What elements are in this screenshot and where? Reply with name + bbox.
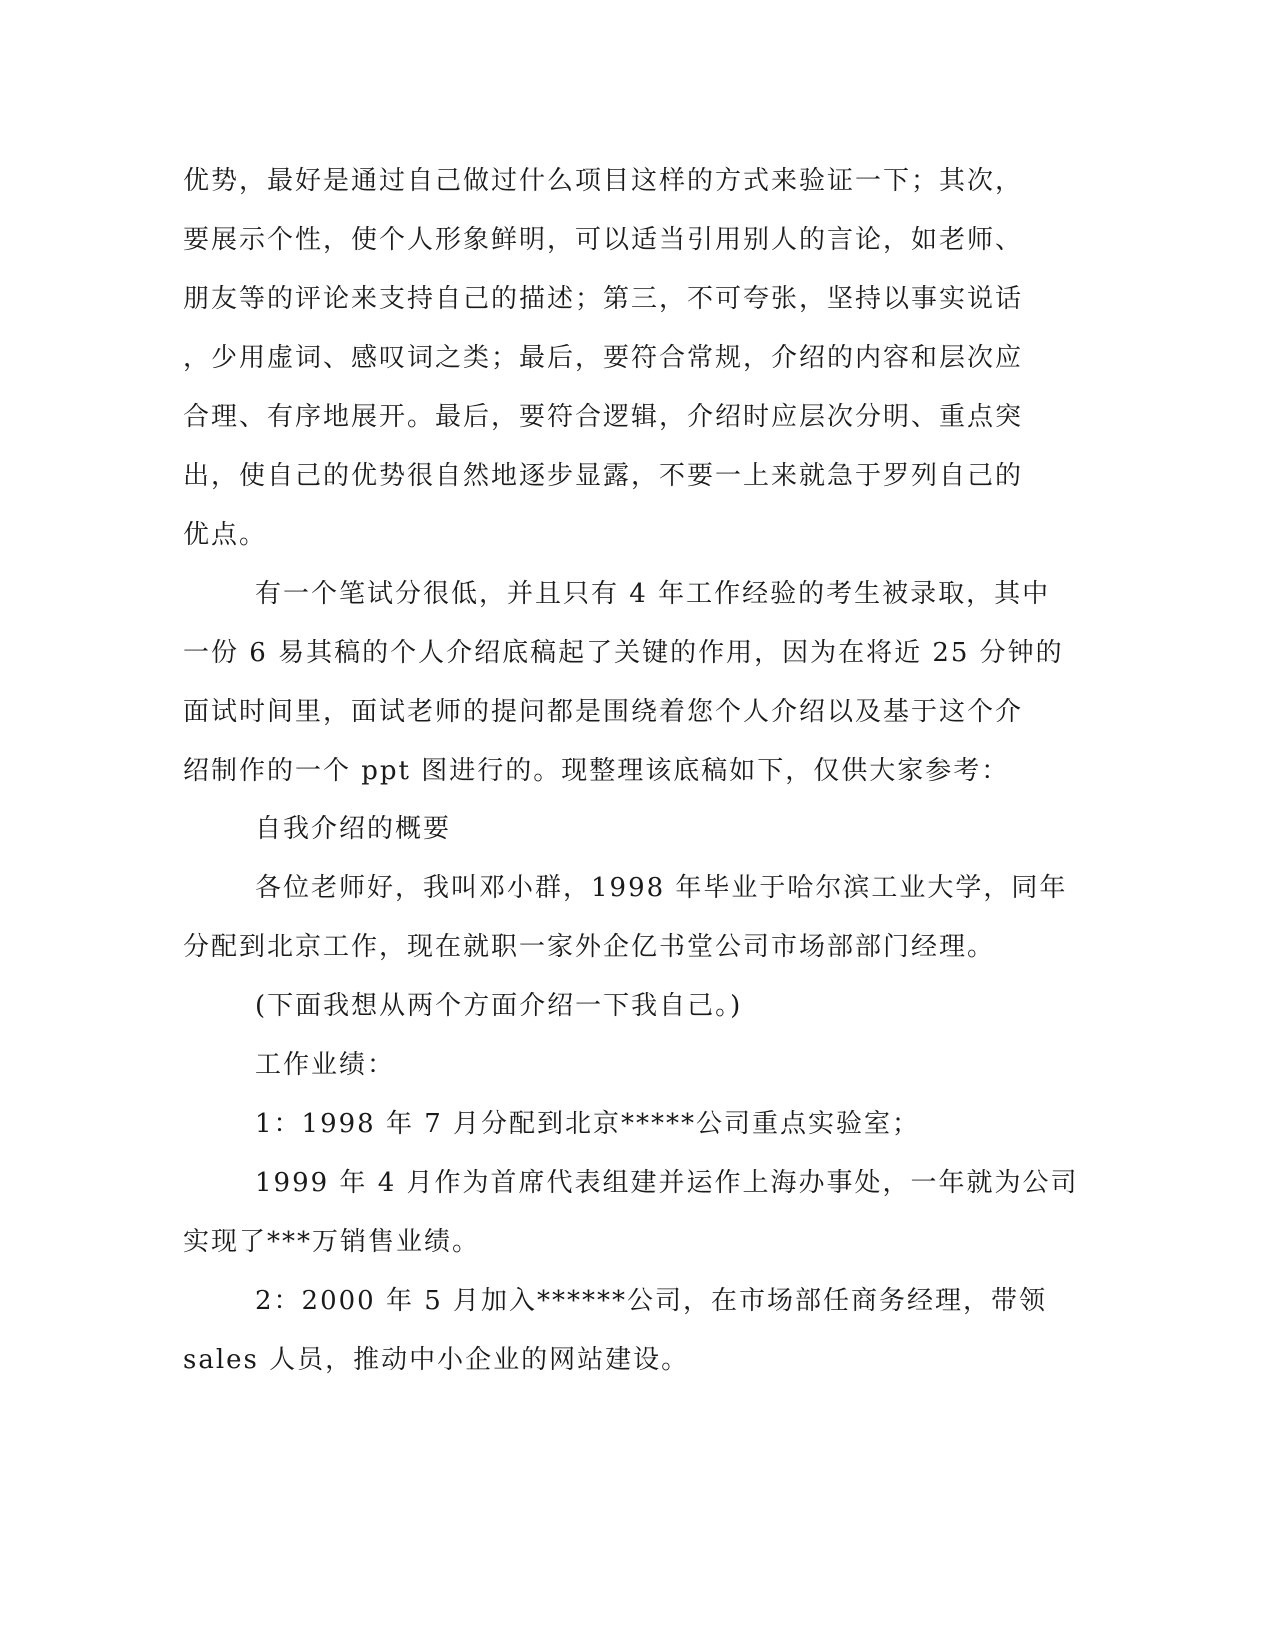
section-heading: 自我介绍的概要 — [255, 814, 452, 844]
text-line: 面试时间里，面试老师的提问都是围绕着您个人介绍以及基于这个介 — [183, 697, 1024, 727]
paragraph-first-line: 有一个笔试分很低，并且只有 4 年工作经验的考生被录取，其中 — [255, 579, 1051, 609]
text-line: 实现了***万销售业绩。 — [183, 1227, 481, 1257]
text-line: 要展示个性，使个人形象鲜明，可以适当引用别人的言论，如老师、 — [183, 225, 1024, 255]
text-line: sales 人员，推动中小企业的网站建设。 — [183, 1345, 690, 1375]
text-line: 出，使自己的优势很自然地逐步显露，不要一上来就急于罗列自己的 — [183, 461, 1024, 491]
paragraph-first-line: 各位老师好，我叫邓小群，1998 年毕业于哈尔滨工业大学，同年 — [255, 873, 1068, 903]
text-line: 朋友等的评论来支持自己的描述；第三，不可夸张，坚持以事实说话 — [183, 284, 1024, 314]
text-line: 绍制作的一个 ppt 图进行的。现整理该底稿如下，仅供大家参考： — [183, 756, 1010, 786]
paragraph-first-line: (下面我想从两个方面介绍一下我自己。) — [255, 991, 743, 1021]
paragraph-first-line: 1999 年 4 月作为首席代表组建并运作上海办事处，一年就为公司 — [255, 1168, 1079, 1198]
text-line: ，少用虚词、感叹词之类；最后，要符合常规，介绍的内容和层次应 — [183, 343, 1024, 373]
text-line: 一份 6 易其稿的个人介绍底稿起了关键的作用，因为在将近 25 分钟的 — [183, 638, 1064, 668]
text-line: 优点。 — [183, 520, 268, 550]
section-heading: 工作业绩： — [255, 1050, 396, 1080]
list-item: 2：2000 年 5 月加入******公司，在市场部任商务经理，带领 — [255, 1286, 1048, 1316]
text-line: 分配到北京工作，现在就职一家外企亿书堂公司市场部部门经理。 — [183, 932, 996, 962]
list-item: 1：1998 年 7 月分配到北京*****公司重点实验室； — [255, 1109, 921, 1139]
text-line: 优势，最好是通过自己做过什么项目这样的方式来验证一下；其次， — [183, 166, 1024, 196]
text-line: 合理、有序地展开。最后，要符合逻辑，介绍时应层次分明、重点突 — [183, 402, 1024, 432]
